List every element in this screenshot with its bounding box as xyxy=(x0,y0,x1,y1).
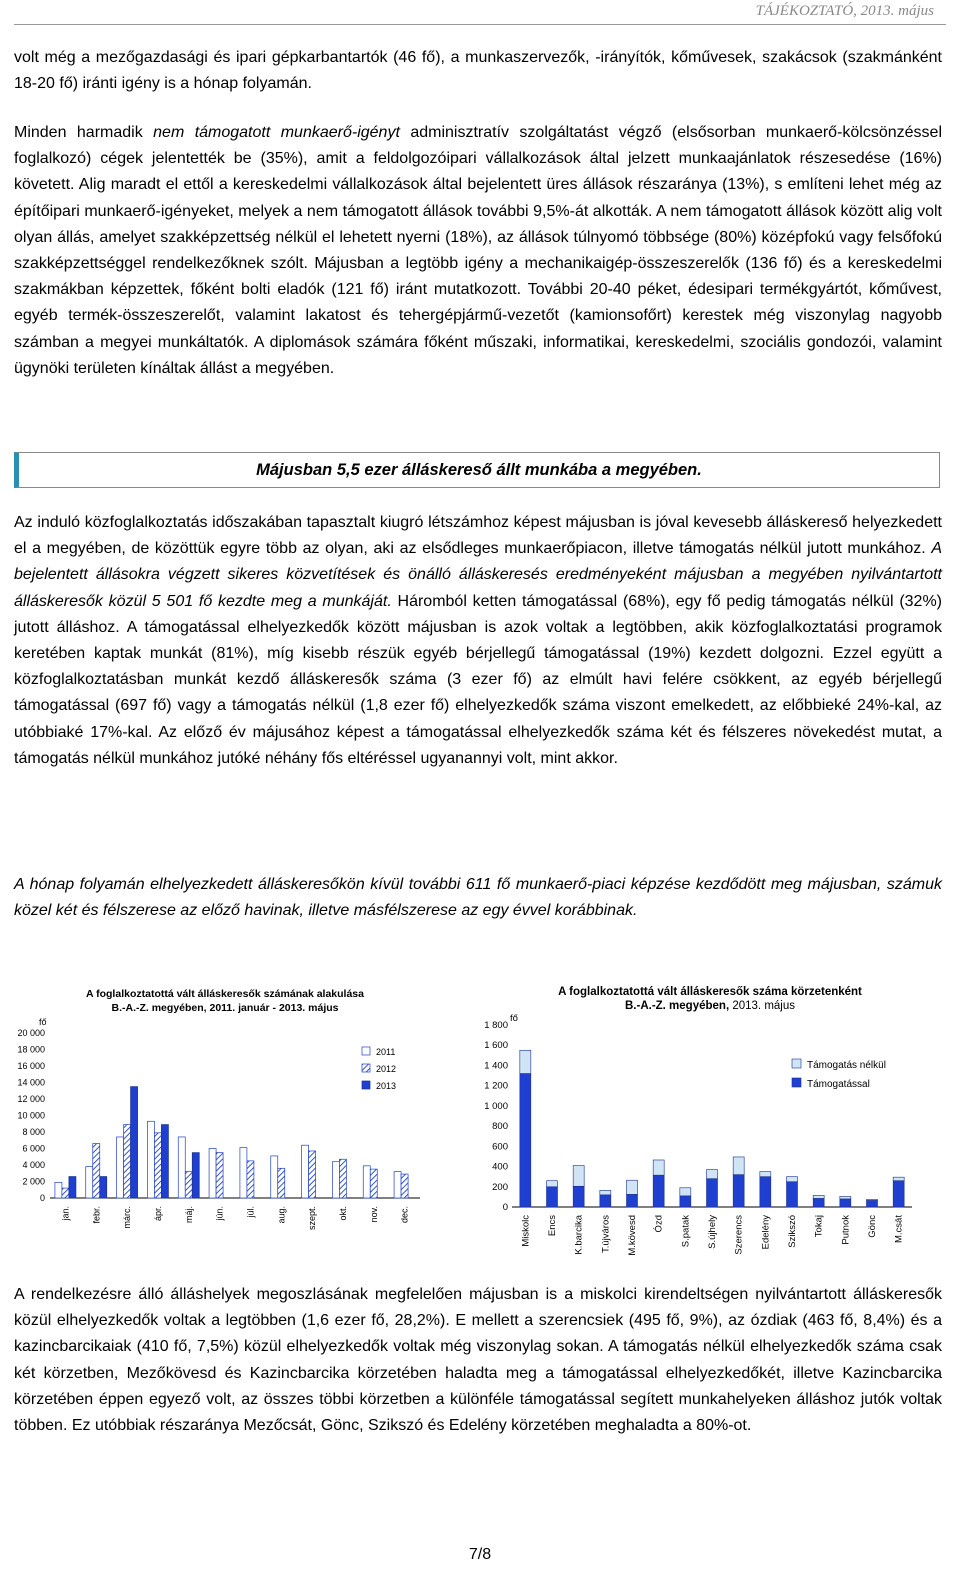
chart-district-title xyxy=(510,985,910,1013)
legend-label-nelkul: Támogatás nélkül xyxy=(807,1060,886,1071)
chart-monthly-ylabel: fő xyxy=(39,1017,47,1027)
chart-district-ytick: 0 xyxy=(502,1202,508,1213)
chart-monthly-xtick: jún. xyxy=(214,1206,225,1221)
legend-swatch-tamogatassal xyxy=(792,1078,801,1087)
chart-monthly-svg xyxy=(10,975,425,1260)
bar-tamogatassal-1 xyxy=(547,1187,558,1207)
bar-nelkul-4 xyxy=(627,1180,638,1194)
paragraph-2 xyxy=(14,120,942,382)
bar-2011-4 xyxy=(178,1137,185,1198)
chart-monthly-ytick: 2 000 xyxy=(22,1176,45,1187)
chart-district-xtick: T.újváros xyxy=(600,1215,612,1254)
paragraph-1: volt még a mezőgazdasági és ipari gépkarbantartók (46 fő), a munkaszervezők, -irányítók, kőművesek, szakácsok (szakmánként 18-20 fő) iránti igény is a hónap folyamán. xyxy=(14,49,942,93)
bar-2012-2 xyxy=(124,1125,131,1198)
chart-district-xtick: Szerencs xyxy=(733,1215,745,1255)
bar-2012-8 xyxy=(309,1151,316,1198)
bar-tamogatassal-14 xyxy=(893,1181,904,1207)
paragraph-2-a: Minden harmadik xyxy=(14,124,154,141)
bar-nelkul-14 xyxy=(893,1177,904,1181)
bar-tamogatassal-7 xyxy=(707,1179,718,1207)
legend-label-2012: 2012 xyxy=(376,1064,397,1074)
bar-2011-10 xyxy=(363,1166,370,1198)
chart-district-xtick: Encs xyxy=(547,1215,558,1237)
chart-monthly-ytick: 14 000 xyxy=(17,1077,45,1088)
bar-tamogatassal-4 xyxy=(627,1194,638,1207)
chart-district-xtick: Szikszó xyxy=(787,1215,798,1248)
chart-district-title-line2a: B.-A.-Z. megyében, xyxy=(624,1000,733,1012)
chart-district-xtick: M.kövesd xyxy=(627,1215,638,1256)
chart-monthly-xtick: ápr. xyxy=(152,1206,163,1222)
chart-monthly-xtick: febr. xyxy=(91,1206,102,1224)
bar-2012-4 xyxy=(185,1172,192,1198)
bar-tamogatassal-9 xyxy=(760,1177,771,1207)
bar-nelkul-13 xyxy=(867,1199,878,1200)
chart-district-xtick: S.újhely xyxy=(707,1215,718,1249)
chart-monthly-title xyxy=(70,987,380,1015)
chart-monthly-ytick: 8 000 xyxy=(22,1127,45,1137)
bar-2012-0 xyxy=(62,1188,69,1198)
bar-nelkul-11 xyxy=(813,1195,824,1198)
chart-district-ytick: 1 600 xyxy=(484,1040,508,1052)
chart-district-ytick: 1 800 xyxy=(484,1020,508,1031)
chart-district xyxy=(470,975,920,1260)
chart-monthly-ytick: 10 000 xyxy=(17,1110,45,1121)
chart-monthly-xtick: máj. xyxy=(183,1206,194,1224)
bar-tamogatassal-10 xyxy=(787,1182,798,1207)
chart-district-title-line1: A foglalkoztatottá vált álláskeresők száma körzetenként xyxy=(558,986,862,998)
bar-2012-11 xyxy=(401,1174,408,1198)
paragraph-4: A hónap folyamán elhelyezkedett álláskeresőkön kívül további 611 fő munkaerő-piaci képzése kezdődött meg májusban, számuk közel két és félszerese az előző havinak, illetve másfélszerese az egy évvel korábbinak. xyxy=(14,876,942,920)
chart-district-ylabel: fő xyxy=(510,1013,518,1024)
chart-district-xtick: Putnok xyxy=(840,1215,852,1245)
chart-district-xtick: K.barcika xyxy=(573,1215,585,1255)
chart-district-ytick: 800 xyxy=(492,1121,508,1133)
paragraph-2-emphasis: nem támogatott munkaerő-igényt xyxy=(153,124,400,141)
bar-2013-4 xyxy=(192,1153,199,1198)
bar-2011-3 xyxy=(147,1121,154,1198)
bar-tamogatassal-0 xyxy=(520,1074,531,1207)
legend-label-tamogatassal: Támogatással xyxy=(807,1079,870,1090)
legend-label-2011: 2011 xyxy=(376,1047,396,1057)
bar-2012-1 xyxy=(93,1144,100,1198)
bar-tamogatassal-13 xyxy=(867,1200,878,1207)
bar-2012-7 xyxy=(278,1168,285,1198)
bar-2012-3 xyxy=(154,1133,161,1198)
chart-monthly-xtick: dec. xyxy=(399,1206,410,1224)
bar-nelkul-12 xyxy=(840,1196,851,1199)
legend-swatch-2013 xyxy=(362,1081,370,1089)
bar-nelkul-5 xyxy=(653,1160,664,1175)
chart-district-ytick: 600 xyxy=(492,1141,508,1153)
chart-monthly-title-line1: A foglalkoztatottá vált álláskeresők számának alakulása xyxy=(86,988,364,1000)
bar-2012-6 xyxy=(247,1161,254,1198)
bar-nelkul-6 xyxy=(680,1188,691,1196)
chart-district-xtick: Miskolc xyxy=(520,1215,532,1247)
chart-district-xtick: M.csát xyxy=(893,1215,905,1243)
bar-2013-1 xyxy=(100,1177,107,1198)
paragraph-2-c: adminisztratív szolgáltatást végző (elsősorban munkaerő-kölcsönzéssel foglalkozó) cégek jelentették be (35%), amit a feldolgozóipari vállalkozások által jelzett munkaajánlatok részesedése (16%) követett. Alig maradt el ettől a kereskedelmi vállalkozások által bejelentett üres állások részaránya (13%), s említeni lehet még az építőipari munkaerő-igényeket, melyek a nem támogatott állások további 9,5%-át alkották. A nem támogatott állások között alig volt olyan állás, amelyet szakképzettség nélkül el lehetett nyerni (18%), az állások túlnyomó többsége (80%) középfokú vagy felsőfokú szakképzettséggel rendelkezőknek szólt. Májusban a legtöbb igény a mechanikaigép-összeszerelők (136 fő) és a kereskedelmi szakmákban képzettek, főként bolti eladók (121 fő) iránt mutatkozott. További 20-40 péket, édesipari termékgyártót, kőművest, egyéb termék-összeszerelőt, valamint lakatost és tehergépjármű-vezetőt (kamionsofőrt) kerestek még viszonylag nagyobb számban a megyei munkáltatók. A diplomások számára főként műszaki, informatikai, kereskedelmi, szociális gondozói, valamint ügynöki területen kínáltak állást a megyében. xyxy=(14,124,943,377)
bar-nelkul-3 xyxy=(600,1190,611,1195)
bar-tamogatassal-5 xyxy=(653,1175,664,1207)
chart-district-xtick: Edelény xyxy=(760,1215,772,1250)
bar-nelkul-0 xyxy=(520,1050,531,1073)
page-number: 7/8 xyxy=(468,1546,492,1563)
chart-district-ytick: 1 200 xyxy=(484,1080,508,1092)
bar-2013-0 xyxy=(69,1177,76,1198)
bar-2012-10 xyxy=(370,1169,377,1198)
chart-district-xtick: Gönc xyxy=(867,1215,878,1238)
chart-monthly-ytick: 16 000 xyxy=(17,1061,45,1071)
bar-2011-0 xyxy=(55,1182,62,1198)
bar-nelkul-2 xyxy=(573,1166,584,1187)
chart-district-ytick: 1 000 xyxy=(484,1100,508,1112)
chart-monthly-title-line2: B.-A.-Z. megyében, 2011. január - 2013. május xyxy=(111,1002,339,1014)
legend-label-2013: 2013 xyxy=(376,1081,397,1091)
paragraph-3 xyxy=(14,510,942,772)
header-rule xyxy=(14,24,946,25)
legend-swatch-2011 xyxy=(362,1047,370,1055)
chart-monthly-xtick: okt. xyxy=(337,1206,348,1221)
legend-swatch-nelkul xyxy=(792,1059,801,1068)
chart-district-svg xyxy=(470,975,920,1260)
chart-monthly-ytick: 12 000 xyxy=(17,1094,45,1104)
highlight-box: Májusban 5,5 ezer álláskereső állt munkába a megyében. xyxy=(14,452,940,488)
chart-district-ytick: 200 xyxy=(492,1181,508,1193)
paragraph-3-c: Háromból ketten támogatással (68%), egy fő pedig támogatás nélkül (32%) jutott álláshoz. A támogatással elhelyezkedők között májusban is azok voltak a legtöbben, akik közfoglalkoztatási programok keretében kaptak munkát (81%), míg kisebb részük egyéb bérjellegű támogatással (19%) kezdett dolgozni. Ezzel együtt a közfoglalkoztatásban munkát kezdő álláskeresők száma (3 ezer fő) az elmúlt havi felére csökkent, az egyéb bérjellegű támogatással (697 fő) vagy a támogatás nélkül (1,8 ezer fő) elhelyezkedők száma viszont emelkedett, az előbbieké 24%-kal, az utóbbiaké 17%-kal. Az előző év májusához képest a támogatással elhelyezkedők száma két és félszeres növekedést mutat, a támogatás nélkül munkához jutóké néhány fős eltéréssel ugyanannyi volt, mint akkor. xyxy=(14,592,943,767)
chart-monthly-xtick: jan. xyxy=(60,1206,71,1221)
bar-2011-1 xyxy=(86,1167,93,1198)
bar-tamogatassal-12 xyxy=(840,1199,851,1207)
bar-2011-9 xyxy=(332,1162,339,1198)
chart-district-xtick: Tokaj xyxy=(813,1215,825,1238)
bar-nelkul-7 xyxy=(707,1170,718,1179)
chart-monthly-xtick: nov. xyxy=(368,1206,379,1223)
bar-2011-6 xyxy=(240,1148,247,1198)
bar-2011-11 xyxy=(394,1172,401,1198)
bar-2012-5 xyxy=(216,1153,223,1198)
bar-tamogatassal-11 xyxy=(813,1198,824,1207)
chart-district-ytick: 400 xyxy=(492,1161,508,1173)
bar-2013-3 xyxy=(161,1125,168,1198)
bar-tamogatassal-2 xyxy=(573,1186,584,1207)
paragraph-3-emphasis: A bejelentett állásokra végzett sikeres közvetítések és önálló álláskeresés eredményeként májusban a megyében nyilvántartott álláskeresők közül 5 501 fő kezdte meg a munkáját. xyxy=(14,540,942,610)
chart-district-xtick: Ózd xyxy=(653,1215,665,1233)
bar-nelkul-8 xyxy=(733,1157,744,1175)
chart-monthly-ytick: 6 000 xyxy=(22,1143,45,1154)
paragraph-5: A rendelkezésre álló álláshelyek megoszlásának megfelelően májusban is a miskolci kirendeltségen nyilvántartott álláskeresők közül elhelyezkedők voltak a legtöbben (1,6 ezer fő, 28,2%). E mellett a szerencsiek (495 fő, 9%), az ózdiak (463 fő, 8,4%) és a kazincbarcikaiak (410 fő, 7,5%) közül elhelyezkedők voltak még viszonylag sokan. A támogatás nélkül elhelyezkedők száma csak két körzetben, Mezőkövesd és Kazincbarcika körzetében haladta meg a támogatással elhelyezkedőkét, illetve Kazincbarcika körzetében éppen egyező volt, az összes többi körzetben a különféle támogatással segített munkahelyeken álláshoz jutók voltak többen. Ez utóbbiak részaránya Mezőcsát, Gönc, Szikszó és Edelény körzetében meghaladta a 80%-ot. xyxy=(14,1286,942,1435)
bar-2012-9 xyxy=(339,1159,346,1198)
chart-monthly-xtick: szept. xyxy=(307,1206,318,1231)
bar-tamogatassal-8 xyxy=(733,1175,744,1207)
bar-nelkul-9 xyxy=(760,1172,771,1177)
bar-2011-8 xyxy=(302,1145,309,1198)
bar-tamogatassal-6 xyxy=(680,1196,691,1207)
page-header: TÁJÉKOZTATÓ, 2013. május xyxy=(755,3,934,19)
chart-monthly-ytick: 18 000 xyxy=(17,1044,45,1055)
chart-district-title-line2b: 2013. május xyxy=(732,1000,795,1012)
chart-district-ytick: 1 400 xyxy=(484,1060,508,1072)
bar-nelkul-1 xyxy=(547,1181,558,1187)
paragraph-3-a: Az induló közfoglalkoztatás időszakában tapasztalt kiugró létszámhoz képest májusban is jóval kevesebb álláskereső helyezkedett el a megyében, de közöttük egyre több az olyan, aki az elsődleges munkaerőpiacon, illetve támogatás nélkül jutott munkához. xyxy=(14,514,942,558)
chart-monthly-ytick: 0 xyxy=(39,1193,45,1203)
chart-monthly xyxy=(10,975,425,1260)
chart-monthly-ytick: 4 000 xyxy=(22,1160,45,1170)
legend-swatch-2012 xyxy=(362,1064,370,1072)
bar-2011-7 xyxy=(271,1156,278,1198)
chart-monthly-xtick: aug. xyxy=(276,1206,287,1224)
chart-district-title-line2 xyxy=(510,999,910,1013)
bar-tamogatassal-3 xyxy=(600,1195,611,1207)
chart-monthly-ytick: 20 000 xyxy=(17,1028,45,1038)
bar-2011-5 xyxy=(209,1149,216,1199)
chart-district-xtick: S.patak xyxy=(680,1215,692,1248)
bar-2013-2 xyxy=(131,1087,138,1198)
bar-2011-2 xyxy=(117,1137,124,1198)
chart-monthly-xtick: júl. xyxy=(245,1206,256,1218)
chart-monthly-xtick: márc. xyxy=(122,1206,133,1229)
bar-nelkul-10 xyxy=(787,1177,798,1182)
